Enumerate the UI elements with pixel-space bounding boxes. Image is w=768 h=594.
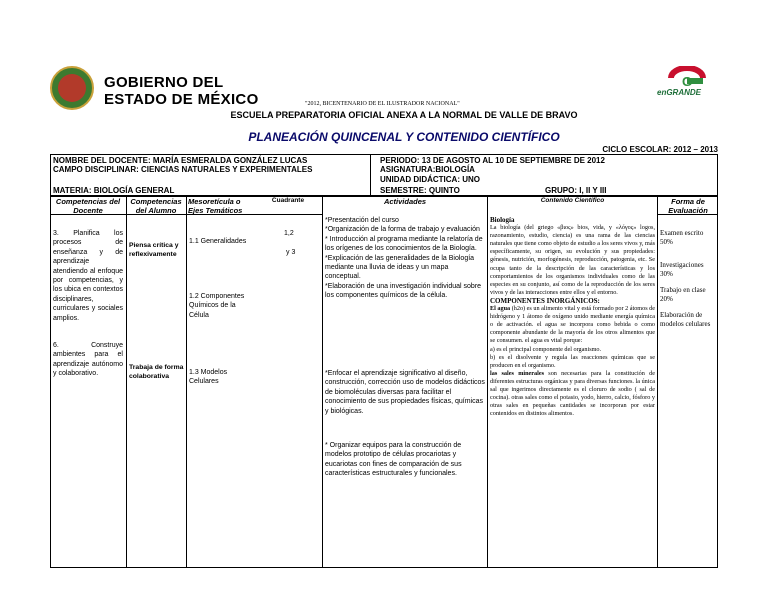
- eval-trabajo-pct: 20%: [660, 295, 673, 303]
- eval-examen-pct: 50%: [660, 238, 673, 246]
- col-header-cuadrante: Cuadrante: [271, 197, 305, 204]
- contenido-sales: [490, 370, 655, 419]
- periodo: PERIODO: 13 DE AGOSTO AL 10 DE SEPTIEMBRE DE 2012: [380, 156, 605, 165]
- eval-investigaciones-pct: 30%: [660, 270, 673, 278]
- contenido-title: Biología: [490, 216, 515, 224]
- gobierno-line2: ESTADO DE MÉXICO: [104, 91, 259, 108]
- eje-1-2: 1.2 Componentes Químicos de la Célula: [189, 293, 245, 319]
- alumno-competencia-2: Trabaja de forma colaborativa: [129, 364, 184, 380]
- g-logo-letter: G: [682, 74, 693, 89]
- bicentenario-text: "2012, BICENTENARIO DE EL ILUSTRADOR NACIONAL": [305, 101, 460, 107]
- campo-disciplinar: CAMPO DISCIPLINAR: CIENCIAS NATURALES Y EXPERIMENTALES: [53, 165, 313, 174]
- contenido-cientifico: [490, 216, 655, 418]
- cuadrante-2: y 3: [286, 249, 296, 256]
- eval-spacer-1: [660, 247, 718, 261]
- agua-title: El agua: [490, 305, 511, 313]
- grupo: GRUPO: I, II Y III: [545, 186, 607, 195]
- contenido-subtitle: COMPONENTES INORGÁNICOS:: [490, 296, 600, 305]
- semestre: SEMESTRE: QUINTO: [380, 186, 460, 195]
- col-header-actividades: Actividades: [383, 197, 427, 206]
- info-divider: [370, 154, 371, 196]
- col-divider-3: [322, 196, 323, 568]
- school-name: ESCUELA PREPARATORIA OFICIAL ANEXA A LA NORMAL DE VALLE DE BRAVO: [230, 110, 578, 120]
- docente-competencia-6: 6. Construye ambientes para el aprendizaje autónomo y colaborativo.: [53, 342, 123, 378]
- col-divider-2: [186, 196, 187, 568]
- col-header-contenido: Contenido Científico: [540, 197, 605, 204]
- actividades-part3: * Organizar equipos para la construcción de modelos prototipo de células procariotas y eucariotas con fines de comparación de sus características estructurales y funcionales.: [325, 442, 462, 478]
- document-title: PLANEACIÓN QUINCENAL Y CONTENIDO CIENTÍFICO: [248, 130, 560, 144]
- col-divider-4: [487, 196, 488, 568]
- eval-examen: Examen escrito: [660, 229, 704, 237]
- col-header-ejes: Mesoretícula o Ejes Temáticos: [188, 197, 243, 215]
- asignatura: ASIGNATURA:BIOLOGÍA: [380, 165, 475, 174]
- evaluacion-list: [660, 229, 718, 329]
- eval-modelos: Elaboración de modelos celulares: [660, 311, 711, 328]
- contenido-agua: [490, 305, 655, 370]
- seal-center-icon: [58, 74, 86, 102]
- materia: MATERIA: BIOLOGÍA GENERAL: [53, 186, 175, 195]
- docente-competencia-3: 3. Planifica los procesos de enseñanza y de aprendizaje atendiendo al enfoque por competencias, y los ubica en contextos disciplinares, curriculares y sociales amplios.: [53, 230, 123, 322]
- eval-spacer-3: [660, 304, 718, 311]
- cuadrante-1: 1,2: [284, 230, 294, 237]
- eje-1-1: 1.1 Generalidades: [189, 238, 247, 245]
- gobierno-line1: GOBIERNO DEL: [104, 74, 224, 91]
- engrande-brand: enGRANDE: [657, 88, 702, 97]
- col-header-alumno: Competencias del Alumno: [130, 197, 182, 215]
- contenido-biologia: La biología (del griego «βιος» bios, vida, y «λóγος» logos, razonamiento, estudio, ciencia) es una rama de las ciencias naturales que tiene como objeto de estudio a los seres vivos y, más específicamente, su origen, su evolución y sus propiedades: génesis, nutrición, morfogénesis, reproducción, patogenia, etc. Se ocupa tanto de la descripción de las características y los comportamientos de los organismos individuales como de las especies en su conjunto, así como de la reproducción de los seres vivos y de las interacciones entre ellos y el entorno.: [490, 224, 655, 296]
- eval-spacer-2: [660, 279, 718, 286]
- col-divider-1: [126, 196, 127, 568]
- col-header-evaluacion: Forma de Evaluación: [668, 197, 708, 215]
- actividades-part1: *Presentación del curso *Organización de la forma de trabajo y evaluación * Introducción al programa mediante la relatoría de los orígenes de los conocimientos de la Biología. *Explicación de las generalidades de la Biología mediante una lluvia de ideas y un mapa conceptual. *Elaboración de una investigación individual sobre los componentes químicos de la célula.: [325, 217, 483, 300]
- engrande-g-logo-icon: [665, 66, 709, 90]
- col-divider-5: [657, 196, 658, 568]
- agua-text: (h2o) es un alimento vital y está formado por 2 átomos de hidrógeno y 1 átomo de oxígeno unido mediante energía química o de activación. el agua se incorpora como bebida o como componente abundante de la mayoría de los otros alimentos que se consumen. el agua es vital porque: a) es el principal componente del organismo. b) es el disolvente y regula las reacciones químicas que se producen en el organismo.: [490, 305, 655, 369]
- eje-1-3: 1.3 Modelos Celulares: [189, 369, 228, 386]
- sales-title: las sales minerales: [490, 369, 544, 377]
- sales-text: son necesarias para la constitución de diferentes estructuras orgánicas y para diversas funciones. la única sal que ingerimos directamente es el cloruro de sodio ( sal de cocina). otras sales como el potasio, yodo, hierro, calcio, fósforo y otras sales en pequeñas cantidades se incorporan por estar contenidos en distintos alimentos.: [490, 369, 656, 418]
- eval-trabajo: Trabajo en clase: [660, 286, 706, 294]
- unidad: UNIDAD DIDÁCTICA: UNO: [380, 175, 480, 184]
- eval-investigaciones: Investigaciones: [660, 261, 704, 269]
- actividades-part2: *Enfocar el aprendizaje significativo al diseño, construcción, corrección uso de modelos didácticos de biomoléculas diversas para facilitar el conocimiento de sus propiedades físicas, químicas y biológicas.: [325, 370, 485, 415]
- col-header-docente: Competencias del Docente: [55, 197, 121, 215]
- alumno-competencia-1: Piensa crítica y reflexivamente: [129, 242, 179, 258]
- school-year: CICLO ESCOLAR: 2012 – 2013: [602, 145, 718, 154]
- docente-name: NOMBRE DEL DOCENTE: MARÍA ESMERALDA GONZÁLEZ LUCAS: [53, 156, 308, 165]
